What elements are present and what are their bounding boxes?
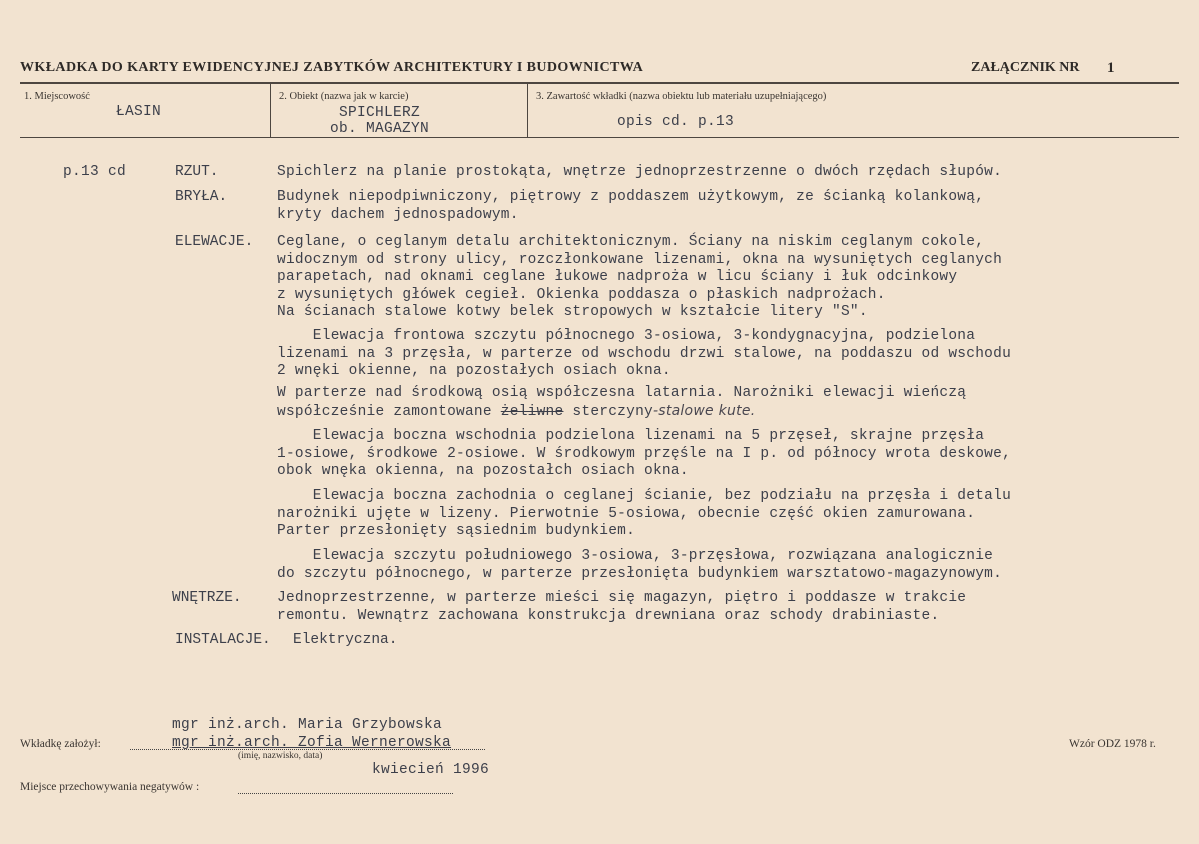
text-line: Na ścianach stalowe kotwy belek stropowych w kształcie litery "S".	[277, 304, 868, 320]
text-line: Elewacja szczytu południowego 3-osiowa, 3-przęsłowa, rozwiązana analogicznie	[277, 548, 994, 564]
text-line: kryty dachem jednospadowym.	[277, 206, 519, 223]
page-reference: p.13 cd	[63, 164, 127, 180]
place-label: 1. Miejscowość	[24, 91, 90, 102]
author-label: Wkładkę założył:	[20, 738, 101, 750]
wnetrze-heading: WNĘTRZE.	[172, 590, 242, 606]
south-elevation-text	[277, 548, 1002, 583]
wnetrze-text	[277, 590, 966, 625]
bryla-text	[277, 189, 984, 224]
text-line: lizenami na 3 przęsła, w parterze od wschodu drzwi stalowe, na poddaszu od wschodu	[277, 345, 1012, 362]
text-line: parapetach, nad oknami ceglane łukowe nadproża w licu ściany i łuk odcinkowy	[277, 269, 958, 285]
instalacje-heading: INSTALACJE.	[175, 632, 271, 648]
text-line: z wysuniętych główek cegieł. Okienka poddasza o płaskich nadprożach.	[277, 286, 886, 303]
rzut-heading: RZUT.	[175, 164, 219, 180]
text-line: 1-osiowe, środkowe 2-osiowe. W środkowym przęśle na I p. od północy wrota deskowe,	[277, 445, 1012, 462]
front-elevation-text	[277, 328, 1011, 381]
author-line-1: mgr inż.arch. Maria Grzybowska	[172, 717, 443, 733]
text-line: remontu. Wewnątrz zachowana konstrukcja drewniana oraz schody drabiniaste.	[277, 607, 940, 624]
object-label: 2. Obiekt (nazwa jak w karcie)	[279, 91, 409, 102]
handwritten-correction: -stalowe kute.	[652, 402, 756, 419]
east-elevation-text	[277, 428, 1011, 481]
card-title: WKŁADKA DO KARTY EWIDENCYJNEJ ZABYTKÓW ARCHITEKTURY I BUDOWNICTWA	[20, 60, 644, 75]
text-line: 2 wnęki okienne, na pozostałych osiach okna.	[277, 363, 671, 379]
text-line: obok wnęka okienna, na pozostałch osiach okna.	[277, 463, 689, 479]
text-line: Elewacja boczna zachodnia o ceglanej ścianie, bez podziału na przęsła i detalu	[277, 488, 1012, 504]
author-date: kwiecień 1996	[372, 762, 490, 778]
field-divider-1	[270, 84, 271, 137]
elewacje-text	[277, 234, 1002, 322]
text-line: narożniki ujęte w lizeny. Pierwotnie 5-osiowa, obecnie część okien zamurowana.	[277, 505, 976, 522]
attachment-number: 1	[1107, 60, 1115, 76]
place-value: ŁASIN	[116, 104, 162, 120]
text-segment: sterczyny	[563, 403, 653, 420]
elewacje-heading: ELEWACJE.	[175, 234, 254, 250]
rzut-text: Spichlerz na planie prostokąta, wnętrze jednoprzestrzenne o dwóch rzędach słupów.	[277, 164, 1003, 180]
bryla-heading: BRYŁA.	[175, 189, 228, 205]
west-elevation-text	[277, 488, 1011, 541]
text-line: Elewacja boczna wschodnia podzielona lizenami na 5 przęseł, skrajne przęsła	[277, 428, 985, 444]
text-line: do szczytu północnego, w parterze przesłonięta budynkiem warsztatowo-magazynowym.	[277, 565, 1003, 582]
text-line: Ceglane, o ceglanym detalu architektonicznym. Ściany na niskim ceglanym cokole,	[277, 234, 985, 250]
struck-word: żeliwne	[500, 403, 564, 420]
text-line: widocznym od strony ulicy, rozczłonkowane lizenami, okna na wysuniętych ceglanych	[277, 251, 1003, 268]
content-value: opis cd. p.13	[617, 114, 735, 130]
object-value-1: SPICHLERZ	[339, 105, 421, 121]
text-line: Parter przesłonięty sąsiednim budynkiem.	[277, 523, 636, 539]
header-rule	[20, 82, 1179, 84]
text-line: Jednoprzestrzenne, w parterze mieści się magazyn, piętro i poddasze w trakcie	[277, 590, 967, 606]
author-caption: (imię, nazwisko, data)	[238, 751, 323, 761]
content-label: 3. Zawartość wkładki (nazwa obiektu lub materiału uzupełniającego)	[536, 91, 827, 102]
text-line: Budynek niepodpiwniczony, piętrowy z poddaszem użytkowym, ze ścianką kolankową,	[277, 189, 985, 205]
instalacje-text: Elektryczna.	[293, 632, 398, 648]
text-line-with-correction	[277, 403, 966, 422]
object-value-2: ob. MAGAZYN	[330, 121, 430, 137]
negative-storage-label: Miejsce przechowywania negatywów :	[20, 781, 200, 793]
text-segment: współcześnie zamontowane	[277, 403, 501, 420]
form-code: Wzór ODZ 1978 r.	[1069, 738, 1156, 750]
lantern-text	[277, 385, 966, 421]
negative-storage-dotted-line	[238, 793, 453, 794]
text-line: Elewacja frontowa szczytu północnego 3-osiowa, 3-kondygnacyjna, podzielona	[277, 328, 976, 344]
author-line-2: mgr inż.arch. Zofia Wernerowska	[172, 735, 452, 751]
field-divider-2	[527, 84, 528, 137]
attachment-label: ZAŁĄCZNIK NR	[971, 60, 1080, 75]
fields-rule	[20, 137, 1179, 138]
text-line: W parterze nad środkową osią współczesna latarnia. Narożniki elewacji wieńczą	[277, 385, 967, 401]
